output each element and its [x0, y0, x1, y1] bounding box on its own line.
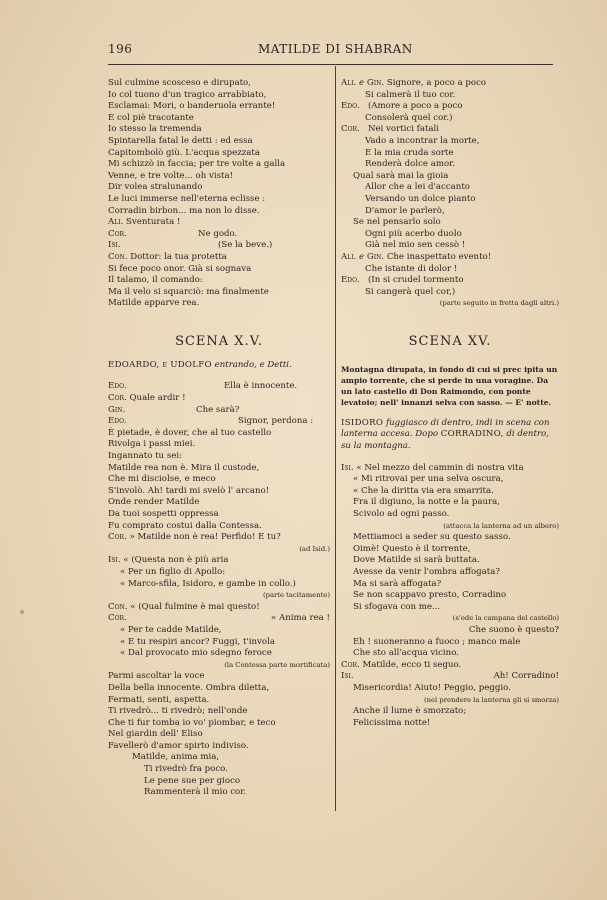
verse-line: Allor che a lei d'accanto: [365, 182, 470, 193]
page-header: [108, 42, 548, 62]
speaker: Cor.: [108, 393, 127, 404]
dialogue-line: [108, 217, 330, 229]
verse-line: Qual sarà mai la gioia: [353, 170, 449, 181]
left-column: [108, 78, 330, 799]
dialogue-line: [108, 602, 330, 614]
entrance-action: entrando, e Detti.: [214, 359, 292, 370]
dialogue-line: [108, 229, 330, 241]
dialogue-line: [341, 252, 559, 264]
verse-line: Si sfogava con me...: [353, 601, 441, 612]
verse-line: Parmi ascoltar la voce: [108, 671, 205, 682]
verse-line: Nel giardin dell' Eliso: [108, 729, 203, 740]
verse-line: Le luci immerse nell'eterna eclisse :: [108, 193, 266, 204]
stage-note: [341, 695, 559, 707]
verse-line: E col piè tracotante: [108, 112, 194, 123]
speaker: Cor.: [341, 659, 360, 670]
verse-line: Esclamai: Mori, o banderuola errante!: [108, 101, 276, 112]
verse-line: Si calmerà il tuo cor.: [365, 89, 456, 100]
speaker: Gin.: [366, 78, 385, 88]
verse-line: Dove Matilde si sarà buttata.: [353, 555, 480, 566]
verse-text: Che suono è questo?: [468, 624, 559, 635]
verse-line: Matilde, anima mia,: [132, 752, 220, 763]
verse-line: Onde render Matilde: [108, 497, 200, 508]
verse-line: Ma il velo si squarciò: ma finalmente: [108, 286, 269, 297]
stage-note-text: (attacca la lanterna ad un albero): [443, 521, 559, 530]
verse-line: Se nel pensarlo solo: [353, 217, 441, 228]
speech: Signor, perdona :: [238, 416, 314, 427]
speech: « Nel mezzo del cammin di nostra vita: [356, 462, 524, 473]
stage-note: [108, 660, 330, 672]
running-title: MATILDE DI SHABRAN: [258, 42, 413, 56]
right-column: [341, 78, 559, 729]
verse-line: « Marco-sfila, Isidoro, e gambe in collo.): [120, 578, 296, 589]
character-name: CORRADINO,: [440, 429, 504, 440]
speech: (In si crudel tormento: [367, 275, 464, 286]
stage-note-text: (s'ode la campana del castello): [452, 614, 559, 623]
verse-line: Che ti fur tomba io vo' piombar, e teco: [108, 717, 276, 728]
speaker: Isi.: [108, 555, 121, 566]
verse-line: Che istante di dolor !: [365, 263, 458, 274]
verse-line: Le pene sue per gioco: [144, 775, 241, 786]
speaker: Ali.: [341, 78, 357, 88]
speaker: Gin.: [366, 251, 385, 262]
verse-line: Versando un dolce pianto: [365, 193, 476, 204]
conjunction: e: [359, 251, 365, 262]
verse-line: Che mi disciolse, e meco: [108, 474, 216, 485]
verse-line: « Mi ritrovai per una selva oscura,: [353, 474, 504, 485]
dialogue-line: [108, 240, 330, 252]
verse-line: Oimè! Questo è il torrente,: [353, 543, 471, 554]
verse-line: Il talamo, il comando:: [108, 275, 203, 286]
direction-text: fuggiasco di dentro, indi in scena con lanterna accesa. Dopo: [341, 417, 550, 440]
dialogue-line: [341, 671, 559, 683]
speech: Signore, a poco a poco: [386, 78, 487, 88]
verse-line: Fu comprato costui dalla Contessa.: [108, 520, 262, 531]
verse-line: Scivolo ad ogni passo.: [353, 509, 450, 520]
stage-note: [108, 590, 330, 602]
speaker: Isi.: [108, 240, 121, 251]
speaker: Edo.: [341, 101, 360, 112]
stage-direction: [341, 418, 559, 453]
speech: Sventurata !: [126, 217, 181, 228]
speaker: Edo.: [108, 381, 127, 392]
verse-line: È pietade, è dover, che al tuo castello: [108, 427, 272, 438]
dialogue-line: [108, 555, 330, 567]
speaker: Ali.: [341, 251, 357, 262]
verse-line: Renderà dolce amor.: [365, 159, 456, 170]
stage-note: [341, 521, 559, 533]
verse-line: S'involò. Ah! tardi mi svelò l' arcano!: [108, 485, 270, 496]
paper-spot: [20, 610, 24, 614]
speech: (Se la beve.): [218, 240, 273, 251]
dialogue-line: [108, 613, 330, 625]
verse-line: [341, 625, 559, 637]
dialogue-line: [341, 78, 559, 90]
dialogue-line: [108, 381, 330, 393]
speaker: Cor.: [108, 613, 127, 624]
speaker: Cor.: [341, 124, 360, 135]
direction-text: di dentro, su la montagna.: [341, 429, 549, 452]
verse-line: Misericordia! Aiuto! Peggio, peggio.: [353, 682, 511, 693]
verse-line: Rivolga i passi miei.: [108, 439, 196, 450]
verse-line: Eh ! suoneranno a fuoco ; manco male: [353, 636, 521, 647]
verse-line: Sul culmine scosceso e dirupato,: [108, 78, 251, 88]
verse-line: E la mia cruda sorte: [365, 147, 454, 158]
speech: Che sarà?: [196, 404, 240, 415]
dialogue-line: [108, 405, 330, 417]
verse-line: Consolerà quel cor.): [365, 112, 453, 123]
verse-line: Capitombolò giù. L'acqua spezzata: [108, 147, 260, 158]
verse-line: Vado a incontrar la morte,: [365, 135, 480, 146]
dialogue-line: [341, 124, 559, 136]
column-divider: [335, 66, 336, 811]
verse-line: Si cangerà quel cor,): [365, 286, 456, 297]
dialogue-line: [108, 532, 330, 544]
verse-line: Si fece poco onor. Già si sognava: [108, 263, 252, 274]
speaker: Con.: [108, 251, 128, 262]
stage-note: [341, 613, 559, 625]
speech: » Matilde non è rea! Perfido! E tu?: [129, 532, 281, 543]
verse-line: Dir volea stralunando: [108, 182, 203, 193]
speech: Ella è innocente.: [224, 381, 298, 392]
verse-line: Da tuoi sospetti oppressa: [108, 509, 219, 519]
stage-note: [341, 298, 559, 310]
verse-line: D'amor le parlerò,: [365, 205, 445, 216]
dialogue-line: [108, 393, 330, 405]
verse-line: Fermati, senti, aspetta.: [108, 694, 210, 705]
verse-line: Venne, e tre volte... oh vista!: [108, 170, 234, 181]
verse-line: « E tu respiri ancor? Fuggi, t'invola: [120, 636, 275, 647]
stage-note-text: (la Contessa parte mortificata): [224, 660, 330, 669]
verse-line: Anche il lume è smorzato;: [353, 706, 467, 717]
speaker: Edo.: [108, 416, 127, 427]
verse-line: Ma si sarà affogata?: [353, 578, 442, 589]
scene-heading: SCENA X.V.: [175, 333, 263, 349]
verse-line: Fra il digiuno, la notte e la paura,: [353, 497, 500, 508]
speaker: Isi.: [341, 462, 354, 473]
verse-line: Matilde apparve rea.: [108, 298, 200, 309]
verse-line: Ingannato tu sei:: [108, 451, 182, 462]
dialogue-line: [341, 101, 559, 113]
dialogue-line: [341, 660, 559, 672]
verse-line: « Per un figlio di Apollo:: [120, 566, 226, 577]
header-rule: [108, 64, 553, 65]
verse-line: Rammenterà il mio cor.: [144, 787, 247, 798]
verse-line: « Che la diritta via era smarrita.: [353, 485, 494, 496]
verse-line: Ti rivedrò fra poco.: [144, 764, 228, 775]
verse-line: Matilde rea non è. Mira il custode,: [108, 462, 260, 473]
speaker: Ali.: [108, 217, 124, 228]
verse-line: Avesse da venir l'ombra affogata?: [353, 567, 500, 577]
stage-note-text: (ad Isid.): [299, 544, 330, 553]
speech: « Anima rea !: [271, 613, 330, 624]
verse-line: Felicissima notte!: [353, 717, 431, 728]
speaker: Gin.: [108, 404, 126, 415]
speech: Quale ardir !: [129, 393, 186, 404]
conjunction: e: [359, 78, 365, 88]
verse-line: Mi schizzò in faccia; per tre volte a galla: [108, 159, 286, 170]
speech: « (Questa non è più aria: [123, 555, 229, 566]
verse-line: Spintarella fatal le detti : ed essa: [108, 135, 253, 146]
dialogue-line: [108, 416, 330, 428]
speaker: Edo.: [341, 275, 360, 286]
speaker: Cor.: [108, 228, 127, 239]
stage-note-text: (parte tacitamente): [262, 591, 330, 600]
speech: Nei vortici fatali: [367, 124, 440, 135]
speech: Ne godo.: [198, 228, 238, 239]
speaker: Con.: [108, 601, 128, 612]
stage-note-text: (nel prendere la lanterna gli si smorza): [423, 695, 559, 704]
verse-line: Se non scappavo presto, Corradino: [353, 590, 507, 601]
dialogue-line: [341, 275, 559, 287]
dialogue-line: [341, 463, 559, 475]
stage-direction: [108, 360, 330, 372]
scene-heading: SCENA XV.: [408, 333, 492, 349]
speech: Che inaspettato evento!: [386, 251, 492, 262]
verse-line: Io stesso la tremenda: [108, 124, 202, 135]
verse-line: Ti rivedrò... ti rivedrò; nell'onde: [108, 706, 248, 717]
verse-line: Che sto all'acqua vicino.: [353, 648, 459, 659]
verse-line: Io col tuono d'un tragico arrabbiato,: [108, 89, 267, 100]
stage-note-text: (parte seguito in fretta dagli altri.): [439, 299, 559, 308]
stage-note: [108, 544, 330, 556]
speech: « (Qual fulmine è mai questo!: [130, 601, 260, 612]
character-name: ISIDORO: [341, 417, 384, 428]
speech: Matilde, ecco ti seguo.: [362, 659, 462, 670]
speaker: Cor.: [108, 532, 127, 543]
verse-line: Mettiamoci a seder su questo sasso.: [353, 532, 511, 543]
verse-line: Della bella innocente. Ombra diletta,: [108, 682, 270, 693]
verse-line: « Per te cadde Matilde,: [120, 624, 222, 635]
page-number: 196: [108, 42, 133, 56]
verse-line: Corradin birbon... ma non lo disse.: [108, 205, 260, 216]
character-names: EDOARDO, e UDOLFO: [108, 359, 212, 370]
scene-setting: Montagna dirupata, in fondo di cui si prec ipita un ampio torrente, che si perde in una voragine. Da un lato castello di Don Raimondo, con ponte levatoio; nell' innanzi selva con sasso. — E' notte.: [341, 364, 558, 407]
verse-line: Favellerò d'amor spirto indiviso.: [108, 740, 249, 751]
speech: Dottor: la tua protetta: [130, 251, 227, 262]
verse-line: Già nel mio sen cessò !: [365, 240, 466, 251]
speaker: Isi.: [341, 671, 354, 682]
dialogue-line: [108, 252, 330, 264]
verse-line: Ogni più acerbo duolo: [365, 228, 462, 239]
speech: Ah! Corradino!: [493, 671, 559, 682]
verse-line: « Dal provocato mio sdegno feroce: [120, 648, 272, 659]
speech: (Amore a poco a poco: [367, 101, 463, 112]
